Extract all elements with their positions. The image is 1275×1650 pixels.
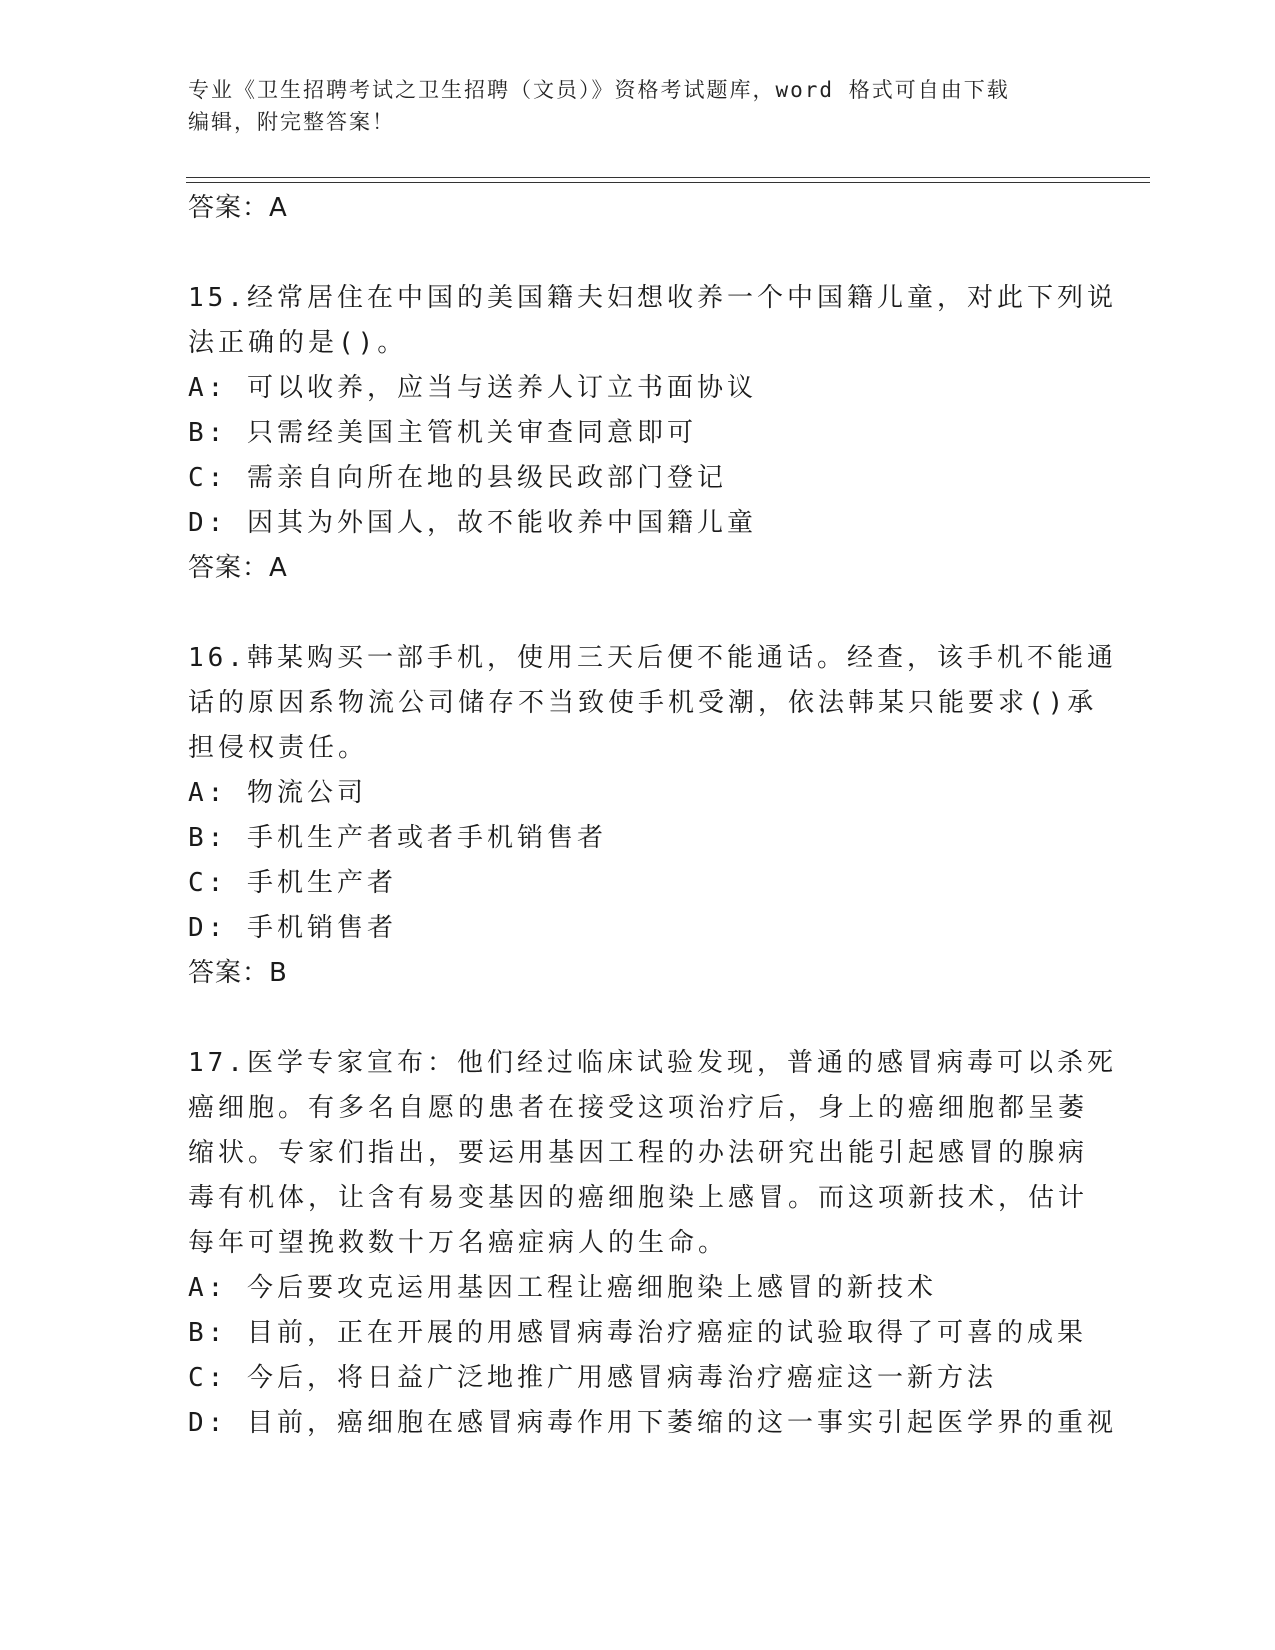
question-stem	[188, 636, 1117, 771]
header-divider-top	[186, 177, 1150, 178]
option-d: D: 目前，癌细胞在感冒病毒作用下萎缩的这一事实引起医学界的重视	[188, 1408, 1117, 1438]
header-line-1: 专业《卫生招聘考试之卫生招聘（文员）》资格考试题库，word 格式可自由下载	[188, 78, 1010, 102]
question-options	[188, 1266, 1117, 1446]
question-options	[188, 366, 1088, 546]
option-a: A: 今后要攻克运用基因工程让癌细胞染上感冒的新技术	[188, 1273, 937, 1303]
stem-line: 癌细胞。有多名自愿的患者在接受这项治疗后，身上的癌细胞都呈萎	[188, 1093, 1089, 1123]
spacer	[188, 231, 1088, 276]
document-content	[188, 186, 1117, 1446]
question-answer: 答案：A	[188, 553, 288, 583]
option-a: A: 可以收养，应当与送养人订立书面协议	[188, 373, 757, 403]
spacer	[188, 996, 1088, 1041]
stem-line: 法正确的是()。	[188, 328, 408, 358]
question-15	[188, 276, 1117, 591]
option-c: C: 手机生产者	[188, 868, 397, 898]
stem-line: 每年可望挽救数十万名癌症病人的生命。	[188, 1228, 729, 1258]
question-stem	[188, 1041, 1117, 1266]
stem-line: 担侵权责任。	[188, 733, 369, 763]
question-16	[188, 636, 1117, 996]
option-c: C: 需亲自向所在地的县级民政部门登记	[188, 463, 727, 493]
question-stem	[188, 276, 1117, 366]
header-divider-bottom	[186, 182, 1150, 183]
question-17	[188, 1041, 1117, 1446]
option-b: B: 手机生产者或者手机销售者	[188, 823, 607, 853]
spacer	[188, 591, 1088, 636]
question-answer: 答案：B	[188, 958, 288, 988]
stem-line: 17.医学专家宣布：他们经过临床试验发现，普通的感冒病毒可以杀死	[188, 1048, 1117, 1078]
stem-line: 16.韩某购买一部手机，使用三天后便不能通话。经查，该手机不能通	[188, 643, 1117, 673]
stem-line: 15.经常居住在中国的美国籍夫妇想收养一个中国籍儿童，对此下列说	[188, 283, 1117, 313]
option-a: A: 物流公司	[188, 778, 367, 808]
previous-answer: 答案：A	[188, 193, 288, 223]
option-b: B: 只需经美国主管机关审查同意即可	[188, 418, 697, 448]
stem-line: 缩状。专家们指出，要运用基因工程的办法研究出能引起感冒的腺病	[188, 1138, 1089, 1168]
option-d: D: 手机销售者	[188, 913, 397, 943]
page-header	[188, 74, 1068, 138]
option-c: C: 今后，将日益广泛地推广用感冒病毒治疗癌症这一新方法	[188, 1363, 997, 1393]
question-options	[188, 771, 1088, 951]
header-line-2: 编辑，附完整答案！	[188, 110, 395, 134]
option-d: D: 因其为外国人，故不能收养中国籍儿童	[188, 508, 757, 538]
stem-line: 毒有机体，让含有易变基因的癌细胞染上感冒。而这项新技术，估计	[188, 1183, 1089, 1213]
option-b: B: 目前，正在开展的用感冒病毒治疗癌症的试验取得了可喜的成果	[188, 1318, 1087, 1348]
stem-line: 话的原因系物流公司储存不当致使手机受潮，依法韩某只能要求()承	[188, 688, 1098, 718]
